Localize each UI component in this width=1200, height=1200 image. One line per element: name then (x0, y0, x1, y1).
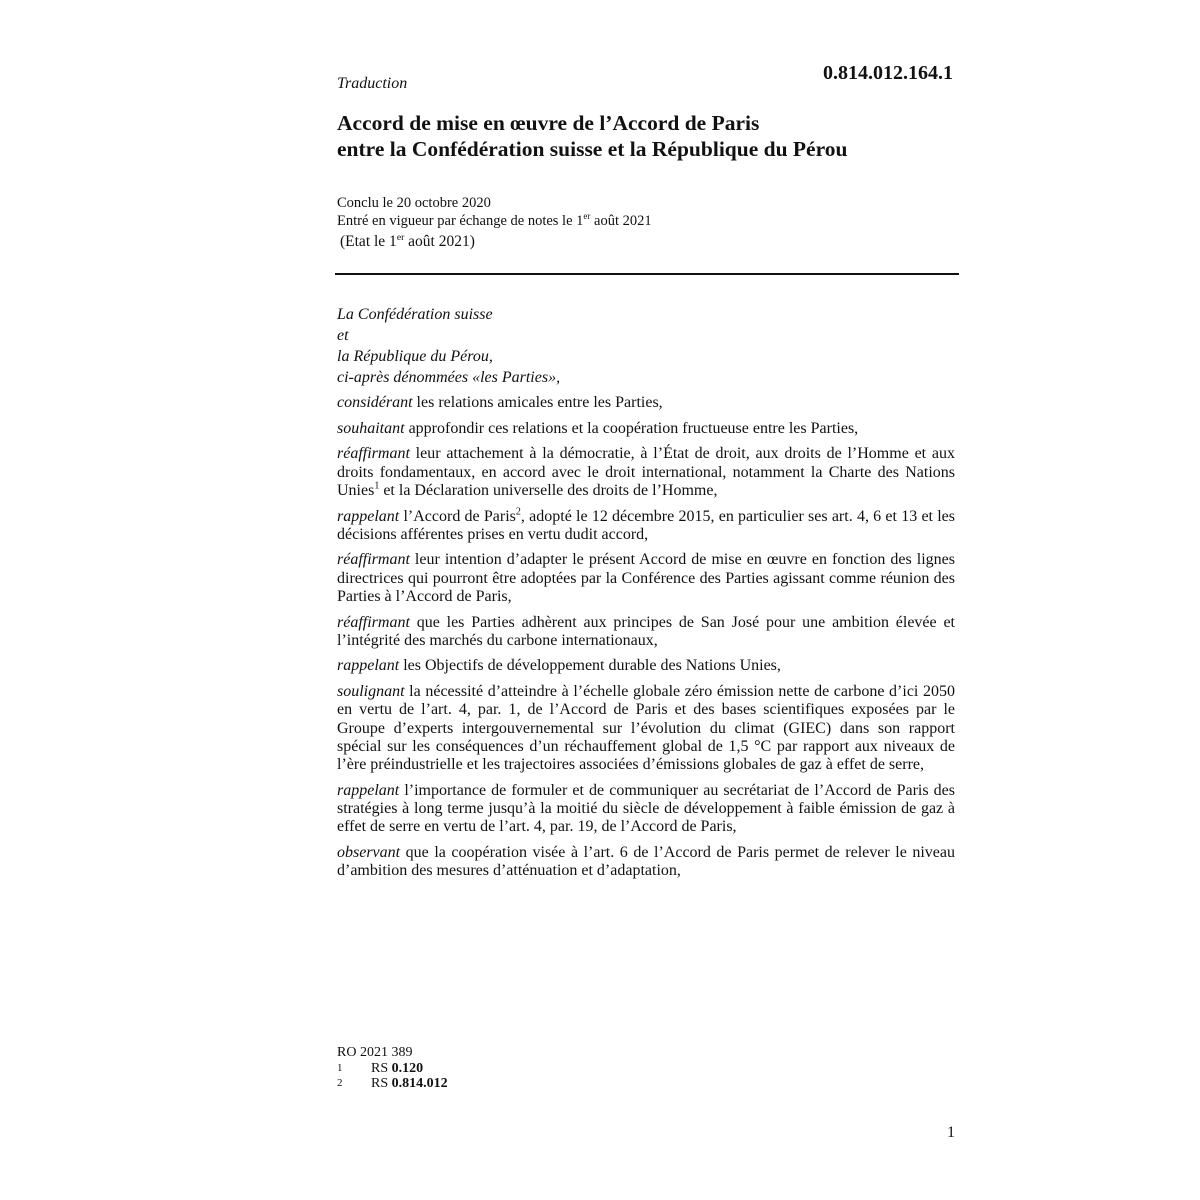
clause-text: que les Parties adhèrent aux principes de San José pour une ambition élevée et l’intégrité des marchés du carbone internationaux, (337, 613, 955, 649)
clause-text: , adopté le 12 décembre 2015, en particulier ses art. 4, 6 et 13 et les décisions afférentes prises en vertu dudit accord, (337, 507, 956, 543)
state-prefix: (Etat le 1 (340, 233, 397, 250)
clause-text: l’importance de formuler et de communiquer au secrétariat de l’Accord de Paris des stratégies à long terme jusqu’à la moitié du siècle de développement à faible émission de gaz à effet de serre en vertu de l’art. 4, par. 19, de l’Accord de Paris, (337, 781, 955, 836)
clause-lead: rappelant (337, 781, 400, 799)
footnote-text (371, 1076, 448, 1092)
clause-lead: réaffirmant (337, 613, 410, 631)
party-switzerland: La Confédération suisse (337, 306, 493, 323)
preamble-clause (337, 657, 955, 675)
footnote-prefix: RS (371, 1060, 392, 1076)
translation-label: Traduction (337, 75, 408, 92)
parties-block (337, 304, 957, 388)
parties-conjunction: et (337, 327, 349, 344)
preamble-clause (337, 683, 955, 774)
clause-lead: souhaitant (337, 419, 405, 437)
document-title-line-1: Accord de mise en œuvre de l’Accord de Paris (337, 111, 760, 135)
clause-lead: réaffirmant (337, 445, 410, 463)
preamble-clause (337, 551, 955, 606)
state-suffix: août 2021) (404, 233, 475, 250)
entry-superscript: er (583, 211, 591, 222)
clause-text: l’Accord de Paris (399, 507, 516, 525)
clause-text: et la Déclaration universelle des droits de l’Homme, (379, 481, 718, 499)
footnote-number: 1 (337, 1061, 343, 1074)
clause-text: leur attachement à la démocratie, à l’État de droit, aux droits de l’Homme et aux droits fondamentaux, en accord avec le droit international, notamment la Charte des Nations Unies (337, 445, 955, 499)
footnote-link[interactable]: 0.120 (391, 1060, 424, 1076)
page-number: 1 (947, 1124, 955, 1141)
entry-prefix: Entré en vigueur par échange de notes le 1 (337, 213, 584, 229)
footnote-text (371, 1061, 423, 1077)
clause-lead: rappelant (337, 657, 400, 675)
concluded-date: Conclu le 20 octobre 2020 (337, 195, 491, 211)
footnote-prefix: RS (371, 1076, 392, 1091)
clause-lead: rappelant (337, 507, 400, 525)
footnote-number: 2 (337, 1077, 343, 1089)
document-metadata (337, 194, 652, 251)
entry-into-force (337, 212, 652, 230)
parties-designation: ci-après dénommées «les Parties», (337, 369, 561, 386)
party-peru: la République du Pérou, (337, 348, 493, 365)
clause-text: les relations amicales entre les Parties, (412, 394, 663, 411)
preamble (337, 394, 955, 888)
clause-lead: réaffirmant (337, 551, 410, 569)
state-superscript: er (396, 231, 405, 243)
footnote (337, 1061, 448, 1077)
header-divider (335, 273, 959, 275)
clause-lead: observant (337, 843, 401, 861)
preamble-clause (337, 782, 955, 837)
preamble-clause (337, 420, 955, 438)
clause-text: la nécessité d’atteindre à l’échelle globale zéro émission nette de carbone d’ici 2050 en vertu de l’art. 4, par. 1, de l’Accord de Paris et des bases scientifiques exposées par le Groupe d’experts intergouvernemental sur l’évolution du climat (GIEC) dans son rapport spécial sur les conséquences d’un réchauffement global de 1,5 °C par rapport aux niveaux de l’ère préindustrielle et les trajectoires associées d’émissions globales de gaz à effet de serre, (337, 683, 955, 773)
preamble-clause (337, 394, 955, 412)
official-compilation-ref: RO 2021 389 (337, 1045, 413, 1060)
clause-text: que la coopération visée à l’art. 6 de l’Accord de Paris permet de relever le niveau d’ambition des mesures d’atténuation et d’adaptation, (337, 843, 955, 879)
preamble-clause (337, 614, 955, 650)
sr-number: 0.814.012.164.1 (823, 62, 953, 84)
preamble-clause (337, 445, 955, 500)
clause-text: leur intention d’adapter le présent Accord de mise en œuvre en fonction des lignes directrices qui pourront être adoptées par la Conférence des Parties agissant comme réunion des Parties à l’Accord de Paris, (337, 551, 955, 605)
state-date (337, 233, 652, 251)
document-title-line-2: entre la Confédération suisse et la République du Pérou (337, 137, 848, 161)
clause-lead: considérant (337, 394, 413, 411)
footnotes (337, 1045, 448, 1092)
clause-text: approfondir ces relations et la coopération fructueuse entre les Parties, (404, 419, 859, 437)
footnote-reference[interactable]: 1 (374, 480, 380, 492)
footnote-link[interactable]: 0.814.012 (391, 1076, 448, 1091)
preamble-clause (337, 844, 955, 880)
clause-lead: soulignant (337, 683, 405, 701)
preamble-clause (337, 508, 955, 544)
footnote-reference[interactable]: 2 (515, 506, 521, 518)
entry-suffix: août 2021 (590, 213, 652, 229)
document-title (337, 110, 957, 162)
clause-text: les Objectifs de développement durable des Nations Unies, (399, 657, 781, 675)
footnote (337, 1076, 448, 1092)
